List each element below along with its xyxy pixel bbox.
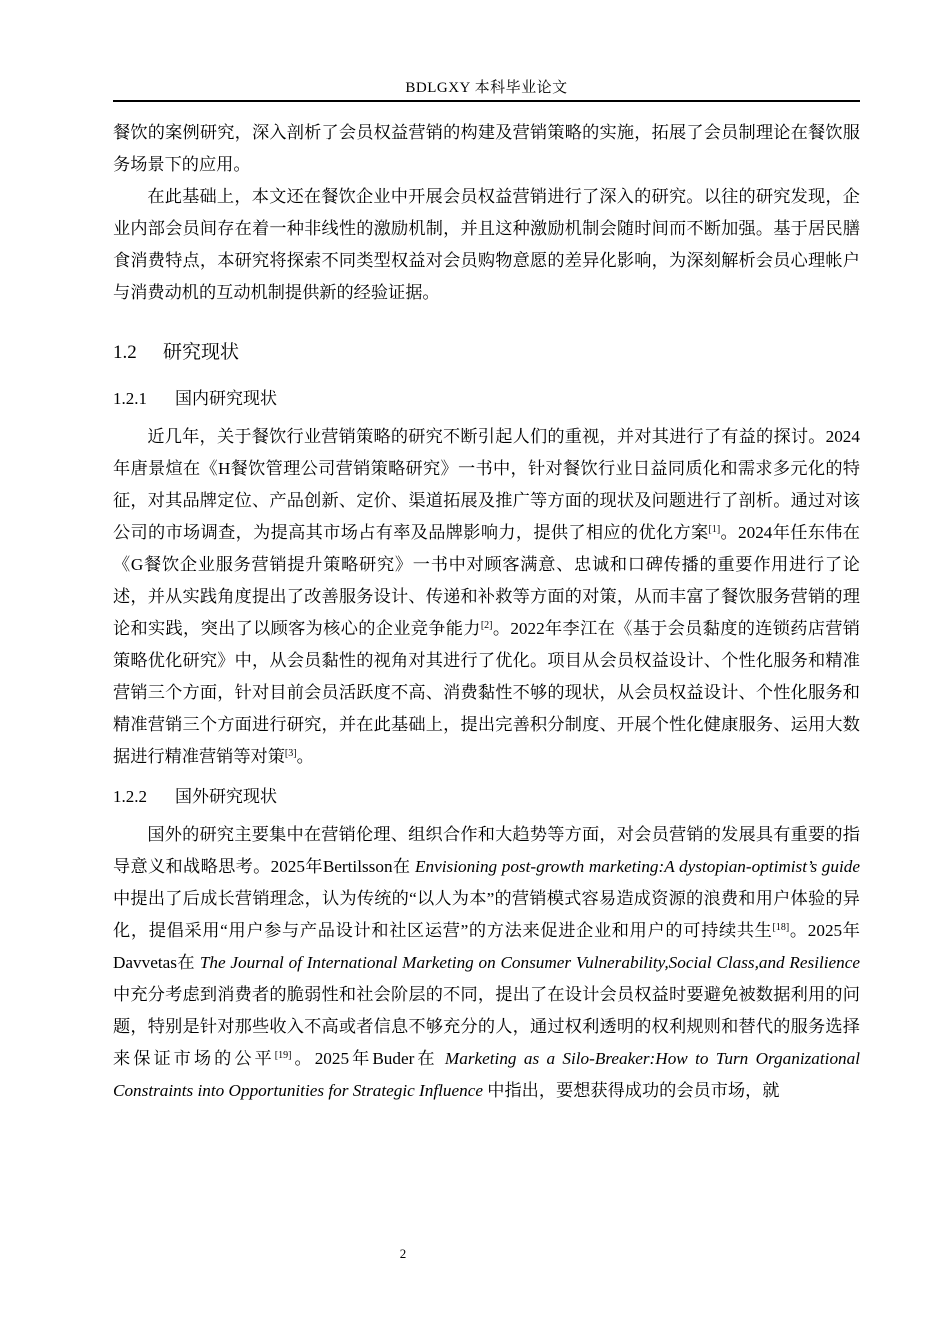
section-title: 研究现状: [163, 341, 240, 363]
cited-title: The Journal of International Marketing on Consumer Vulnerability,Social Class,and Resilience: [199, 953, 861, 972]
text-run: 中提出了后成长营销理念，认为传统的“以人为本”的营销模式容易造成资源的浪费和用户体验的异化，提倡采用“用户参与产品设计和社区运营”的方法来促进企业和用户的可持续共生: [113, 889, 860, 940]
text-run: 。2025年Buder在: [291, 1049, 438, 1068]
text-run: 。: [296, 747, 314, 766]
subsection-heading-foreign: [113, 781, 860, 813]
paragraph-domestic: [113, 421, 860, 773]
citation-ref: [19]: [274, 1050, 292, 1061]
section-heading: [113, 336, 860, 369]
text-run: 。2025年Davvetas在: [113, 921, 860, 972]
citation-ref: [1]: [708, 524, 721, 535]
citation-ref: [2]: [480, 620, 493, 631]
text-run: 。2022年李江在《基于会员黏度的连锁药店营销策略优化研究》中，从会员黏性的视角对其进行了优化。项目从会员权益设计、个性化服务和精准营销三个方面，针对目前会员活跃度不高、消费黏性不够的现状，从会员权益设计、个性化服务和精准营销三个方面进行研究，并在此基础上，提出完善积分制度、开展个性化健康服务、运用大数据进行精准营销等对策: [113, 619, 860, 766]
text-run: 国外的研究主要集中在营销伦理、组织合作和大趋势等方面，对会员营销的发展具有重要的指导意义和战略思考。2025年Bertilsson在: [113, 825, 860, 876]
subsection-number: 1.2.2: [113, 787, 147, 806]
page-number: 2: [399, 1246, 407, 1261]
subsection-title: 国内研究现状: [175, 389, 277, 409]
paragraph-foreign: [113, 819, 860, 1107]
text-run: 中指出，要想获得成功的会员市场，就: [487, 1081, 780, 1100]
subsection-heading-domestic: [113, 383, 860, 415]
section-number: 1.2: [113, 342, 137, 363]
citation-ref: [18]: [772, 922, 790, 933]
subsection-number: 1.2.1: [113, 389, 147, 408]
page-header: BDLGXY 本科毕业论文: [405, 80, 568, 96]
cited-title: Envisioning post-growth marketing:A dystopian-optimist’s guide: [415, 857, 860, 876]
text-run: 。2024年任东伟在《G餐饮企业服务营销提升策略研究》一书中对顾客满意、忠诚和口碑传播的重要作用进行了论述，并从实践角度提出了改善服务设计、传递和补救等方面的对策，从而丰富了餐饮服务营销的理论和实践，突出了以顾客为核心的企业竞争能力: [113, 523, 860, 638]
text-run: 中充分考虑到消费者的脆弱性和社会阶层的不同，提出了在设计会员权益时要避免被数据利用的问题，特别是针对那些收入不高或者信息不够充分的人，通过权利透明的权利规则和替代的服务选择来保证市场的公平: [113, 985, 860, 1068]
paragraph-intro: 在此基础上，本文还在餐饮企业中开展会员权益营销进行了深入的研究。以往的研究发现，企业内部会员间存在着一种非线性的激励机制，并且这种激励机制会随时间而不断加强。基于居民膳食消费特点，本研究将探索不同类型权益对会员购物意愿的差异化影响，为深刻解析会员心理帐户与消费动机的互动机制提供新的经验证据。: [113, 187, 860, 302]
citation-ref: [3]: [284, 748, 297, 759]
text-run: 近几年，关于餐饮行业营销策略的研究不断引起人们的重视，并对其进行了有益的探讨。2024年唐景煊在《H餐饮管理公司营销策略研究》一书中，针对餐饮行业日益同质化和需求多元化的特征，对其品牌定位、产品创新、定价、渠道拓展及推广等方面的现状及问题进行了剖析。通过对该公司的市场调查，为提高其市场占有率及品牌影响力，提供了相应的优化方案: [113, 427, 860, 542]
paragraph-continued: 餐饮的案例研究，深入剖析了会员权益营销的构建及营销策略的实施，拓展了会员制理论在餐饮服务场景下的应用。: [113, 123, 860, 174]
cited-title: Marketing as a Silo-Breaker:How to Turn Organizational Constraints into Opportunities for Strategic Influence: [113, 1049, 861, 1100]
subsection-title: 国外研究现状: [175, 787, 277, 807]
header-rule: [113, 100, 860, 102]
page-body: [113, 117, 860, 1107]
